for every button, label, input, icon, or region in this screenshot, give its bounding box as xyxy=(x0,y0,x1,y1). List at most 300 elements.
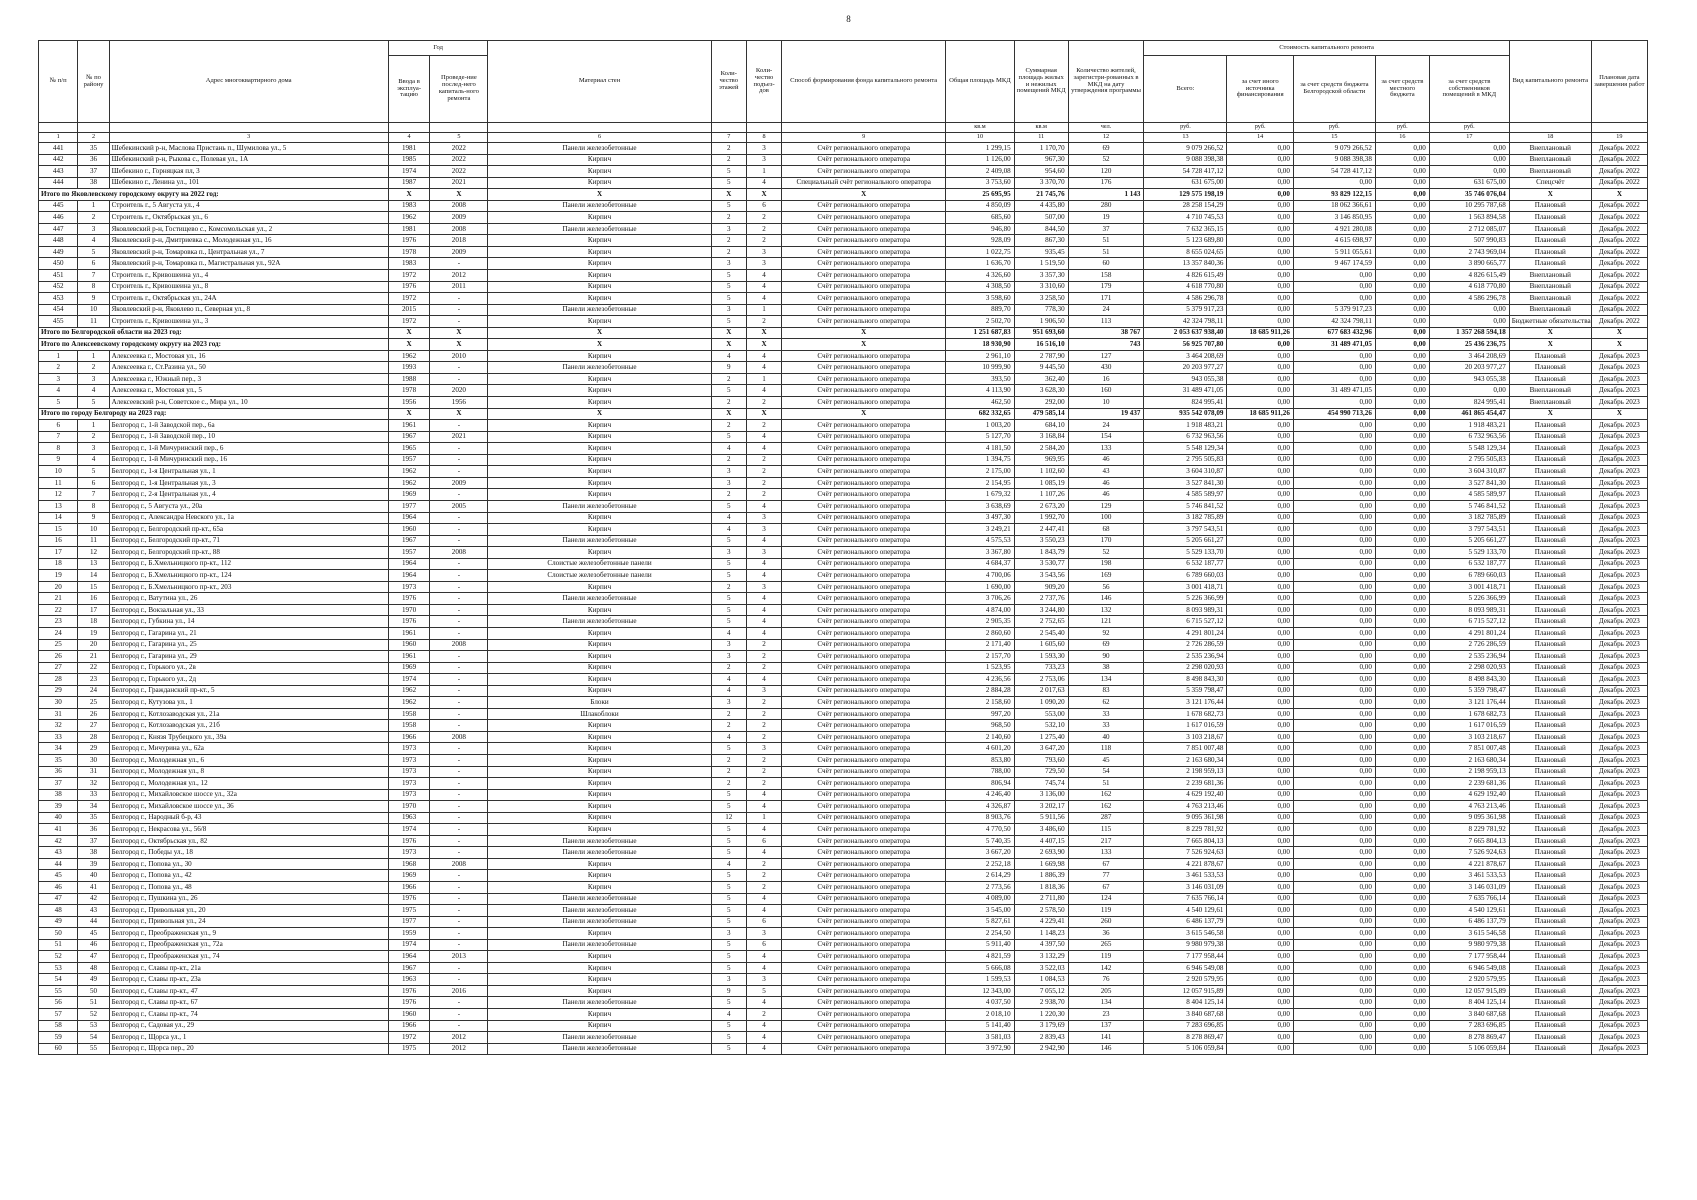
table-cell: Счёт регионального оператора xyxy=(782,985,946,997)
table-row xyxy=(39,385,1648,397)
table-cell: 2 xyxy=(711,766,746,778)
table-cell: 4 xyxy=(746,281,781,293)
table-cell: Кирпич xyxy=(488,373,711,385)
table-cell: 0,00 xyxy=(1293,593,1375,605)
subtotal-cell: 1 143 xyxy=(1068,189,1144,201)
table-cell: 453 xyxy=(39,293,78,305)
table-cell: - xyxy=(430,893,488,905)
table-cell: 6 789 660,03 xyxy=(1429,570,1509,582)
table-cell: 2 xyxy=(746,662,781,674)
table-cell: 0,00 xyxy=(1227,558,1293,570)
header-kind: Вид капитального ремонта xyxy=(1509,41,1591,123)
table-cell: 3 xyxy=(746,143,781,155)
table-cell: Белгород г., Гагарина ул., 29 xyxy=(109,651,388,663)
table-cell: 19 xyxy=(78,627,109,639)
table-cell: 2 298 020,93 xyxy=(1429,662,1509,674)
table-cell: 0,00 xyxy=(1227,443,1293,455)
table-cell: 7 177 958,44 xyxy=(1144,951,1227,963)
table-cell: 0,00 xyxy=(1227,524,1293,536)
table-row xyxy=(39,235,1648,247)
table-cell: 0,00 xyxy=(1375,662,1429,674)
table-cell: 3 486,60 xyxy=(1014,824,1068,836)
table-cell: 0,00 xyxy=(1375,824,1429,836)
table-cell: 0,00 xyxy=(1293,362,1375,374)
table-cell: 0,00 xyxy=(1227,870,1293,882)
table-cell: 10 xyxy=(78,304,109,316)
table-cell: 1972 xyxy=(388,293,430,305)
table-cell: 13 357 840,36 xyxy=(1144,258,1227,270)
table-cell: Счёт регионального оператора xyxy=(782,373,946,385)
table-cell: 448 xyxy=(39,235,78,247)
table-cell: 2 905,35 xyxy=(946,616,1015,628)
table-cell: Счёт регионального оператора xyxy=(782,974,946,986)
table-cell: 39 xyxy=(39,801,78,813)
table-cell: 115 xyxy=(1068,824,1144,836)
table-row xyxy=(39,812,1648,824)
table-cell: 824 995,41 xyxy=(1144,397,1227,409)
table-cell: 0,00 xyxy=(1293,558,1375,570)
table-cell: 0,00 xyxy=(1293,743,1375,755)
table-cell: 5 xyxy=(711,593,746,605)
page-number: 8 xyxy=(846,14,851,24)
table-cell: 0,00 xyxy=(1375,293,1429,305)
subtotal-title: Итого по Белгородской области на 2023 год: xyxy=(39,327,389,339)
column-number-cell: 7 xyxy=(711,133,746,143)
table-row xyxy=(39,293,1648,305)
table-cell: Слоистые железобетонные панели xyxy=(488,558,711,570)
table-cell: 3 xyxy=(746,512,781,524)
table-cell: 4 397,50 xyxy=(1014,939,1068,951)
table-cell: Декабрь 2022 xyxy=(1591,143,1647,155)
table-cell: 3 xyxy=(746,547,781,559)
table-cell: 11 xyxy=(39,477,78,489)
table-cell: Кирпич xyxy=(488,466,711,478)
table-cell: 5 xyxy=(711,1020,746,1032)
table-cell: Кирпич xyxy=(488,512,711,524)
table-cell: 2 xyxy=(746,754,781,766)
column-numbers-row xyxy=(39,133,1648,143)
table-cell: 0,00 xyxy=(1293,835,1375,847)
subtotal-cell: 18 685 911,26 xyxy=(1227,327,1293,339)
table-cell: Панели железобетонные xyxy=(488,847,711,859)
table-cell: 1972 xyxy=(388,270,430,282)
table-cell: Счёт регионального оператора xyxy=(782,246,946,258)
table-cell: 3 xyxy=(746,154,781,166)
table-cell: Белгород г., Попова ул., 30 xyxy=(109,858,388,870)
table-cell: Декабрь 2023 xyxy=(1591,581,1647,593)
table-cell: 5 xyxy=(711,200,746,212)
table-cell: 17 xyxy=(78,604,109,616)
table-cell: 0,00 xyxy=(1375,939,1429,951)
table-cell: 19 xyxy=(1068,212,1144,224)
table-cell: Счёт регионального оператора xyxy=(782,385,946,397)
table-cell: 9 445,50 xyxy=(1014,362,1068,374)
table-cell: 0,00 xyxy=(1293,489,1375,501)
table-cell: Плановый xyxy=(1509,524,1591,536)
table-cell: 7 xyxy=(78,270,109,282)
table-cell: Панели железобетонные xyxy=(488,1043,711,1055)
column-number-cell: 9 xyxy=(782,133,946,143)
table-cell: 7 665 804,13 xyxy=(1144,835,1227,847)
table-cell: 0,00 xyxy=(1227,604,1293,616)
table-cell: 0,00 xyxy=(1375,1043,1429,1055)
table-cell: 24 xyxy=(1068,304,1144,316)
table-row xyxy=(39,489,1648,501)
table-cell: - xyxy=(430,789,488,801)
header-address: Адрес многоквартирного дома xyxy=(109,41,388,123)
table-cell: 60 xyxy=(1068,258,1144,270)
table-cell: 0,00 xyxy=(1293,1009,1375,1021)
header-num: № п/п xyxy=(39,41,78,123)
header-floors: Коли-чество этажей xyxy=(711,41,746,123)
table-cell: 0,00 xyxy=(1293,604,1375,616)
table-cell: 129 xyxy=(1068,500,1144,512)
table-cell: 1974 xyxy=(388,939,430,951)
table-cell: 3 xyxy=(711,697,746,709)
table-cell: Алексеевка г., Ст.Разина ул., 50 xyxy=(109,362,388,374)
table-cell: Белгород г., Пушкина ул., 26 xyxy=(109,893,388,905)
unit-cell xyxy=(782,123,946,133)
table-cell: Плановый xyxy=(1509,651,1591,663)
table-cell: 0,00 xyxy=(1293,397,1375,409)
table-cell: 1 xyxy=(78,350,109,362)
table-cell: Счёт регионального оператора xyxy=(782,512,946,524)
table-cell: 1974 xyxy=(388,674,430,686)
table-cell: 7 xyxy=(39,431,78,443)
table-cell: 4 xyxy=(78,235,109,247)
table-cell: 6 486 137,79 xyxy=(1429,916,1509,928)
table-cell: 9 095 361,98 xyxy=(1429,812,1509,824)
table-cell: Панели железобетонные xyxy=(488,223,711,235)
unit-cell: руб. xyxy=(1227,123,1293,133)
table-cell: Яковлевский р-н, Томаровка п., Центральная ул., 7 xyxy=(109,246,388,258)
table-cell: 46 xyxy=(39,882,78,894)
table-cell: 51 xyxy=(1068,246,1144,258)
table-cell: 1973 xyxy=(388,581,430,593)
table-cell: 928,09 xyxy=(946,235,1015,247)
table-cell: Счёт регионального оператора xyxy=(782,200,946,212)
table-cell: 0,00 xyxy=(1375,362,1429,374)
table-cell: Кирпич xyxy=(488,524,711,536)
table-cell: Кирпич xyxy=(488,154,711,166)
table-cell: 1962 xyxy=(388,477,430,489)
table-cell: - xyxy=(430,454,488,466)
table-cell: Панели железобетонные xyxy=(488,616,711,628)
table-cell: 4 xyxy=(711,443,746,455)
table-cell: 6 532 187,77 xyxy=(1429,558,1509,570)
table-cell: Кирпич xyxy=(488,985,711,997)
table-cell: 1966 xyxy=(388,882,430,894)
table-cell: Плановый xyxy=(1509,362,1591,374)
table-cell: Декабрь 2023 xyxy=(1591,466,1647,478)
table-cell: Декабрь 2023 xyxy=(1591,974,1647,986)
table-cell: 0,00 xyxy=(1227,1043,1293,1055)
table-cell: 0,00 xyxy=(1227,177,1293,189)
table-cell: 3 103 218,67 xyxy=(1429,731,1509,743)
table-cell: Белгород г., Молодежная ул., 12 xyxy=(109,778,388,790)
table-cell: 0,00 xyxy=(1375,812,1429,824)
table-cell: Декабрь 2022 xyxy=(1591,270,1647,282)
table-cell: 4 xyxy=(711,685,746,697)
table-cell: 4 601,20 xyxy=(946,743,1015,755)
table-cell: Кирпич xyxy=(488,870,711,882)
table-cell: 1964 xyxy=(388,570,430,582)
table-cell: 0,00 xyxy=(1375,443,1429,455)
table-cell: 54 xyxy=(78,1032,109,1044)
table-cell: 38 xyxy=(39,789,78,801)
table-cell: 52 xyxy=(1068,154,1144,166)
table-cell: 43 xyxy=(1068,466,1144,478)
table-cell: 4 xyxy=(711,350,746,362)
table-cell: Счёт регионального оператора xyxy=(782,778,946,790)
table-cell: 35 xyxy=(78,143,109,155)
table-cell: 631 675,00 xyxy=(1144,177,1227,189)
table-cell: 12 057 915,89 xyxy=(1144,985,1227,997)
table-cell: Плановый xyxy=(1509,766,1591,778)
table-cell: 4 308,50 xyxy=(946,281,1015,293)
subtotal-title: Итого по Алексеевскому городскому округу на 2023 год: xyxy=(39,339,389,351)
table-cell: 1973 xyxy=(388,743,430,755)
subtotal-cell: X xyxy=(711,189,746,201)
table-cell: 4 xyxy=(78,454,109,466)
table-cell: 0,00 xyxy=(1227,812,1293,824)
table-cell: 0,00 xyxy=(1227,535,1293,547)
table-cell: Декабрь 2023 xyxy=(1591,662,1647,674)
table-cell: Плановый xyxy=(1509,212,1591,224)
table-cell: 2 920 579,95 xyxy=(1144,974,1227,986)
table-cell: Слоистые железобетонные панели xyxy=(488,570,711,582)
table-cell: 26 xyxy=(39,651,78,663)
table-cell: 0,00 xyxy=(1293,928,1375,940)
header-entrances: Коли-чество подъез-дов xyxy=(746,41,781,123)
table-cell: 5 xyxy=(711,824,746,836)
table-cell: 0,00 xyxy=(1375,547,1429,559)
table-cell: 4 xyxy=(746,893,781,905)
table-cell: 4 xyxy=(746,627,781,639)
table-cell: 0,00 xyxy=(1293,466,1375,478)
table-row xyxy=(39,270,1648,282)
table-row xyxy=(39,454,1648,466)
table-cell: 2 693,90 xyxy=(1014,847,1068,859)
table-cell: 4 xyxy=(711,731,746,743)
table-cell: 0,00 xyxy=(1227,639,1293,651)
table-cell: Яковлевский р-н, Томаровка п., Магистральная ул., 92А xyxy=(109,258,388,270)
table-cell: 14 xyxy=(78,570,109,582)
table-cell: 5 xyxy=(711,882,746,894)
table-cell: 1970 xyxy=(388,604,430,616)
table-cell: 0,00 xyxy=(1227,350,1293,362)
table-cell: Счёт регионального оператора xyxy=(782,397,946,409)
table-cell: 3 638,69 xyxy=(946,500,1015,512)
unit-cell xyxy=(109,123,388,133)
table-cell: 0,00 xyxy=(1227,893,1293,905)
table-cell: 0,00 xyxy=(1375,570,1429,582)
table-cell: 0,00 xyxy=(1375,604,1429,616)
table-cell: 2018 xyxy=(430,235,488,247)
table-cell: Счёт регионального оператора xyxy=(782,362,946,374)
table-cell: Белгород г., Попова ул., 48 xyxy=(109,882,388,894)
table-cell: 0,00 xyxy=(1293,627,1375,639)
table-cell: - xyxy=(430,316,488,328)
table-cell: 90 xyxy=(1068,651,1144,663)
table-cell: 8 229 781,92 xyxy=(1144,824,1227,836)
table-cell: 46 xyxy=(1068,454,1144,466)
table-cell: 4 xyxy=(711,1009,746,1021)
table-cell: 2 xyxy=(746,235,781,247)
subtotal-cell: X xyxy=(746,408,781,420)
subtotal-cell: X xyxy=(746,189,781,201)
table-cell: Декабрь 2023 xyxy=(1591,651,1647,663)
table-cell: Плановый xyxy=(1509,246,1591,258)
table-cell: 0,00 xyxy=(1375,385,1429,397)
table-cell: 34 xyxy=(39,743,78,755)
table-cell: 31 xyxy=(78,766,109,778)
header-regional-budget: за счет средств бюджета Белгородской области xyxy=(1293,56,1375,123)
table-cell: 0,00 xyxy=(1227,662,1293,674)
table-cell: 2 171,40 xyxy=(946,639,1015,651)
subtotal-cell: X xyxy=(711,408,746,420)
subtotal-cell: X xyxy=(782,189,946,201)
table-row xyxy=(39,916,1648,928)
table-cell: Счёт регионального оператора xyxy=(782,1020,946,1032)
table-cell: Декабрь 2023 xyxy=(1591,512,1647,524)
table-cell: 2 xyxy=(746,697,781,709)
table-cell: 5 746 841,52 xyxy=(1429,500,1509,512)
unit-cell xyxy=(746,123,781,133)
table-cell: - xyxy=(430,754,488,766)
table-cell: 2 198 959,13 xyxy=(1429,766,1509,778)
table-cell: 4 407,15 xyxy=(1014,835,1068,847)
table-cell: 2 xyxy=(746,454,781,466)
table-cell: 51 xyxy=(78,997,109,1009)
table-cell: 11 xyxy=(78,535,109,547)
table-cell: 0,00 xyxy=(1227,143,1293,155)
table-cell: 3 xyxy=(78,373,109,385)
table-cell: 83 xyxy=(1068,685,1144,697)
table-cell: - xyxy=(430,939,488,951)
table-cell: 0,00 xyxy=(1227,858,1293,870)
table-cell: 2 xyxy=(78,212,109,224)
table-cell: Счёт регионального оператора xyxy=(782,835,946,847)
table-cell: 1 669,98 xyxy=(1014,858,1068,870)
table-cell: 2 795 505,83 xyxy=(1144,454,1227,466)
table-cell: 26 xyxy=(78,708,109,720)
table-cell: 1969 xyxy=(388,870,430,882)
table-cell: Плановый xyxy=(1509,847,1591,859)
table-cell: 2 938,70 xyxy=(1014,997,1068,1009)
table-cell: 5 xyxy=(711,835,746,847)
table-cell: 2 xyxy=(711,373,746,385)
table-cell: 30 xyxy=(39,697,78,709)
table-cell: 18 062 366,61 xyxy=(1293,200,1375,212)
column-number-cell: 17 xyxy=(1429,133,1509,143)
table-cell: 0,00 xyxy=(1293,974,1375,986)
table-cell: 5 xyxy=(711,997,746,1009)
table-cell: 0,00 xyxy=(1227,951,1293,963)
table-cell: 2 787,90 xyxy=(1014,350,1068,362)
table-cell: 0,00 xyxy=(1375,708,1429,720)
table-cell: 0,00 xyxy=(1375,350,1429,362)
table-cell: 0,00 xyxy=(1375,246,1429,258)
table-cell: - xyxy=(430,581,488,593)
subtotal-cell: 677 683 432,96 xyxy=(1293,327,1375,339)
table-cell: Кирпич xyxy=(488,812,711,824)
table-cell: Счёт регионального оператора xyxy=(782,685,946,697)
table-cell: 4 629 192,40 xyxy=(1144,789,1227,801)
table-cell: 806,94 xyxy=(946,778,1015,790)
table-cell: 265 xyxy=(1068,939,1144,951)
table-cell: Блоки xyxy=(488,697,711,709)
table-cell: 2 239 681,36 xyxy=(1429,778,1509,790)
table-cell: 69 xyxy=(1068,639,1144,651)
table-cell: 0,00 xyxy=(1293,731,1375,743)
table-cell: 0,00 xyxy=(1293,1043,1375,1055)
table-cell: 2 163 680,34 xyxy=(1144,754,1227,766)
table-cell: 0,00 xyxy=(1227,235,1293,247)
subtotal-cell: 25 436 236,75 xyxy=(1429,339,1509,351)
table-cell: - xyxy=(430,974,488,986)
table-cell: 3 840 687,68 xyxy=(1144,1009,1227,1021)
table-row xyxy=(39,870,1648,882)
table-cell: Белгород г., Горького ул., 2в xyxy=(109,662,388,674)
table-cell: 0,00 xyxy=(1375,905,1429,917)
unit-cell xyxy=(488,123,711,133)
table-cell: 2 773,56 xyxy=(946,882,1015,894)
table-cell: Счёт регионального оператора xyxy=(782,962,946,974)
table-cell: Белгород г., Ватутина ул., 26 xyxy=(109,593,388,605)
table-cell: Декабрь 2023 xyxy=(1591,570,1647,582)
table-cell: 12 057 915,89 xyxy=(1429,985,1509,997)
table-cell: 0,00 xyxy=(1293,754,1375,766)
table-cell: - xyxy=(430,373,488,385)
table-cell: 2 xyxy=(746,489,781,501)
table-cell: 3 xyxy=(711,258,746,270)
table-cell: Белгород г., 1-й Заводской пер., 10 xyxy=(109,431,388,443)
table-cell: 1 084,53 xyxy=(1014,974,1068,986)
table-cell: 2 884,28 xyxy=(946,685,1015,697)
table-cell: 0,00 xyxy=(1293,535,1375,547)
table-cell: 446 xyxy=(39,212,78,224)
table-cell: 24 xyxy=(39,627,78,639)
table-cell: 0,00 xyxy=(1375,581,1429,593)
table-cell: Счёт регионального оператора xyxy=(782,997,946,1009)
table-cell: 4 585 589,97 xyxy=(1144,489,1227,501)
subtotal-cell: X xyxy=(488,339,711,351)
table-cell: 2 xyxy=(746,420,781,432)
table-cell: Белгород г., Преображенская ул., 72а xyxy=(109,939,388,951)
subtotal-cell: 56 925 707,80 xyxy=(1144,339,1227,351)
table-cell: 1 102,60 xyxy=(1014,466,1068,478)
table-cell: 5 548 129,34 xyxy=(1144,443,1227,455)
table-cell: 0,00 xyxy=(1375,974,1429,986)
table-cell: Белгород г., Молодежная ул., 8 xyxy=(109,766,388,778)
table-cell: 0,00 xyxy=(1293,651,1375,663)
table-cell: Плановый xyxy=(1509,420,1591,432)
table-cell: 45 xyxy=(1068,754,1144,766)
table-cell: 2 158,60 xyxy=(946,697,1015,709)
unit-cell: руб. xyxy=(1293,123,1375,133)
table-row xyxy=(39,858,1648,870)
table-cell: 28 258 154,29 xyxy=(1144,200,1227,212)
table-cell: 442 xyxy=(39,154,78,166)
table-cell: 40 xyxy=(1068,731,1144,743)
table-cell: 3 527 841,30 xyxy=(1429,477,1509,489)
table-cell: 1 636,70 xyxy=(946,258,1015,270)
table-cell: Декабрь 2023 xyxy=(1591,1009,1647,1021)
table-cell: 997,20 xyxy=(946,708,1015,720)
table-cell: 39 xyxy=(78,858,109,870)
table-cell: 0,00 xyxy=(1227,685,1293,697)
